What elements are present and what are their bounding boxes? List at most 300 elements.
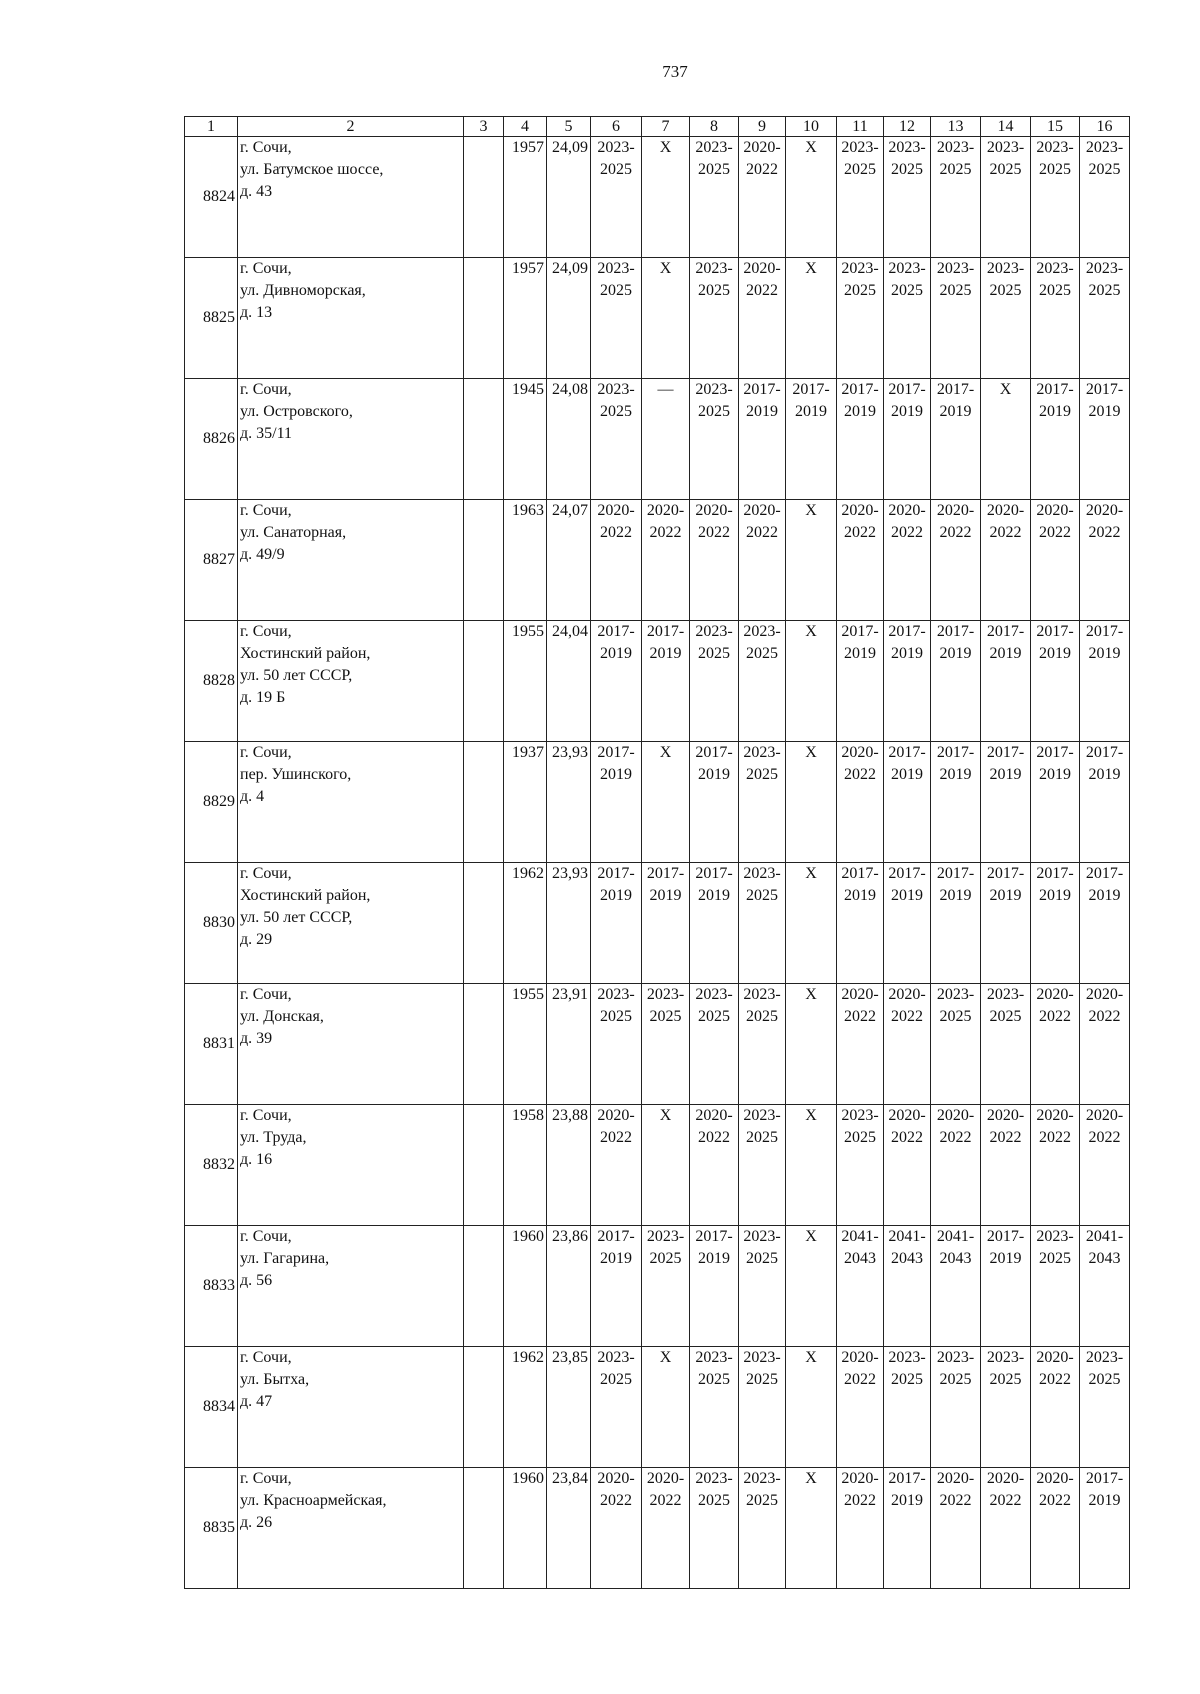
period-line: 2025 [1088,161,1121,178]
period-line: 2019 [891,887,923,904]
period-cell-col12 [884,863,931,984]
period-line: 2022 [844,766,876,783]
period-line: 2025 [1088,1371,1121,1388]
address-line: ул. Островского, [240,403,353,420]
period-line: 2023- [743,865,781,882]
period-cell-col9 [739,621,786,742]
period-cell-col10 [786,379,837,500]
period-cell-col16 [1080,621,1130,742]
period-cell-col8 [690,137,739,258]
period-cell-col11 [837,1347,884,1468]
period-line: 2041- [936,1228,975,1245]
period-line: 2025 [746,766,778,783]
period-line: 2019 [1039,766,1071,783]
address-cell [238,1468,464,1589]
period-line: 2019 [1088,403,1121,420]
period-line: 2019 [1088,887,1121,904]
period-cell-col8 [690,500,739,621]
period-line: 2025 [1088,282,1121,299]
period-line: 2019 [891,766,923,783]
period-line: 2020- [841,744,879,761]
period-cell-col9 [739,137,786,258]
period-line: 2020- [1036,1349,1074,1366]
period-line: 2017- [841,623,879,640]
period-cell-col14 [981,621,1031,742]
period-line: 2020- [1085,986,1124,1003]
table-row [185,379,1130,500]
period-line: 2020- [841,986,879,1003]
address-line: д. 43 [240,183,273,200]
period-line: Х [659,1107,672,1124]
period-line: 2020- [646,502,685,519]
row-number: 8830 [185,863,238,984]
period-cell-col6 [591,984,642,1105]
period-cell-col7 [642,500,690,621]
value-cell: 24,09 [547,137,591,258]
period-line: 2017- [986,744,1025,761]
period-cell-col7 [642,1226,690,1347]
col3-cell [464,258,504,379]
period-cell-col16 [1080,1468,1130,1589]
period-line: 2023- [841,139,879,156]
year-cell: 1955 [504,984,547,1105]
period-cell-col12 [884,379,931,500]
period-cell-col16 [1080,742,1130,863]
year-cell: 1958 [504,1105,547,1226]
address-cell [238,137,464,258]
period-line: 2023- [597,139,635,156]
period-line: 2022 [600,1129,632,1146]
period-line: 2020- [1036,1470,1074,1487]
period-line: 2022 [891,524,923,541]
period-line: 2020- [695,1107,733,1124]
period-line: 2022 [600,524,632,541]
period-cell-col9 [739,1347,786,1468]
address-line: ул. Батумское шоссе, [240,161,384,178]
period-line: 2019 [600,766,632,783]
period-cell-col11 [837,621,884,742]
period-line: 2043 [939,1250,972,1267]
period-line: 2019 [600,645,632,662]
header-cell-12: 12 [884,117,931,137]
period-cell-col7 [642,1468,690,1589]
period-cell-col6 [591,137,642,258]
period-cell-col11 [837,1105,884,1226]
period-cell-col11 [837,379,884,500]
period-cell-col11 [837,984,884,1105]
period-cell-col16 [1080,863,1130,984]
period-line: 2017- [888,744,926,761]
period-cell-col12 [884,1468,931,1589]
address-line: д. 49/9 [240,546,285,563]
address-line: д. 19 Б [240,689,286,706]
period-line: 2025 [746,1008,778,1025]
period-line: 2022 [1039,524,1071,541]
period-line: 2017- [646,865,685,882]
period-cell-col14 [981,1347,1031,1468]
period-line: 2023- [936,260,975,277]
period-cell-col12 [884,137,931,258]
header-cell-15: 15 [1031,117,1080,137]
address-line: г. Сочи, [240,1349,292,1366]
period-cell-col7 [642,379,690,500]
value-cell: 23,84 [547,1468,591,1589]
period-line: 2020- [743,139,781,156]
period-line: 2025 [844,1129,876,1146]
period-line: 2025 [844,282,876,299]
period-line: 2020- [743,260,781,277]
period-cell-col11 [837,1468,884,1589]
period-cell-col6 [591,742,642,863]
period-cell-col13 [931,258,981,379]
period-cell-col7 [642,863,690,984]
period-line: 2022 [600,1492,632,1509]
period-line: 2019 [698,1250,730,1267]
period-line: 2017- [986,865,1025,882]
col3-cell [464,1468,504,1589]
period-cell-col6 [591,1105,642,1226]
period-line: 2022 [989,524,1022,541]
address-line: ул. Красноармейская, [240,1492,387,1509]
period-line: 2025 [698,1008,730,1025]
row-number: 8832 [185,1105,238,1226]
period-line: 2025 [989,1371,1022,1388]
period-line: Х [805,1228,817,1245]
period-line: 2019 [1039,887,1071,904]
address-line: д. 16 [240,1151,273,1168]
period-line: 2023- [597,1349,635,1366]
period-line: 2020- [597,1470,635,1487]
period-cell-col8 [690,621,739,742]
period-line: Х [659,744,672,761]
value-cell: 24,07 [547,500,591,621]
period-line: Х [805,623,817,640]
period-line: 2017- [888,1470,926,1487]
col3-cell [464,621,504,742]
period-cell-col9 [739,1105,786,1226]
address-cell [238,258,464,379]
period-line: 2023- [695,260,733,277]
period-line: 2022 [1039,1371,1071,1388]
period-line: 2023- [1085,139,1124,156]
period-cell-col14 [981,863,1031,984]
header-cell-6: 6 [591,117,642,137]
period-line: 2025 [939,161,972,178]
period-line: 2017- [1036,865,1074,882]
period-line: 2025 [939,1008,972,1025]
period-line: Х [805,139,817,156]
period-line: 2017- [695,1228,733,1245]
period-line: — [657,381,674,398]
period-line: 2023- [695,986,733,1003]
period-cell-col16 [1080,984,1130,1105]
period-cell-col8 [690,1226,739,1347]
value-cell: 23,93 [547,742,591,863]
period-cell-col6 [591,1226,642,1347]
period-line: 2017- [888,381,926,398]
period-cell-col14 [981,258,1031,379]
value-cell: 24,09 [547,258,591,379]
period-line: 2017- [1085,623,1124,640]
value-cell: 23,88 [547,1105,591,1226]
period-line: Х [805,260,817,277]
header-cell-9: 9 [739,117,786,137]
period-line: 2022 [939,524,972,541]
period-line: 2017- [646,623,685,640]
year-cell: 1945 [504,379,547,500]
period-line: 2020- [936,1107,975,1124]
address-cell [238,742,464,863]
period-cell-col10 [786,621,837,742]
address-line: д. 4 [240,788,265,805]
period-line: 2020- [986,1107,1025,1124]
period-line: 2025 [600,1008,632,1025]
table-row [185,1347,1130,1468]
address-line: пер. Ушинского, [240,766,352,783]
period-cell-col7 [642,742,690,863]
period-cell-col12 [884,1105,931,1226]
address-line: Хостинский район, [240,645,371,662]
period-cell-col14 [981,984,1031,1105]
period-cell-col15 [1031,379,1080,500]
period-line: 2025 [1039,161,1071,178]
period-line: 2025 [989,161,1022,178]
period-line: 2025 [844,161,876,178]
header-cell-14: 14 [981,117,1031,137]
col3-cell [464,1347,504,1468]
period-cell-col11 [837,863,884,984]
year-cell: 1962 [504,863,547,984]
period-cell-col12 [884,1347,931,1468]
period-line: 2023- [695,139,733,156]
row-number: 8831 [185,984,238,1105]
period-line: 2020- [1036,1107,1074,1124]
year-cell: 1960 [504,1226,547,1347]
value-cell: 23,85 [547,1347,591,1468]
period-line: 2017- [841,865,879,882]
period-line: 2023- [597,381,635,398]
period-line: 2019 [891,1492,923,1509]
period-cell-col15 [1031,258,1080,379]
period-line: 2017- [986,1228,1025,1245]
period-cell-col15 [1031,137,1080,258]
address-line: ул. Санаторная, [240,524,347,541]
period-line: 2020- [888,986,926,1003]
period-line: 2019 [649,887,682,904]
period-line: 2017- [1085,1470,1124,1487]
period-line: 2017- [1036,381,1074,398]
row-number: 8828 [185,621,238,742]
period-cell-col13 [931,742,981,863]
period-cell-col8 [690,258,739,379]
period-line: 2022 [891,1129,923,1146]
period-line: 2023- [936,986,975,1003]
period-line: 2023- [597,986,635,1003]
period-line: 2023- [1036,139,1074,156]
header-cell-7: 7 [642,117,690,137]
period-line: 2017- [1036,623,1074,640]
period-line: 2023- [1036,1228,1074,1245]
period-line: 2025 [939,282,972,299]
period-line: 2022 [1088,1129,1121,1146]
period-cell-col14 [981,500,1031,621]
period-cell-col7 [642,1105,690,1226]
period-cell-col10 [786,1226,837,1347]
period-line: Х [805,865,817,882]
period-cell-col9 [739,1226,786,1347]
period-line: 2025 [698,282,730,299]
period-line: 2025 [939,1371,972,1388]
period-line: 2019 [989,887,1022,904]
period-line: 2020- [888,1107,926,1124]
page-number: 737 [662,62,688,81]
period-line: 2041- [841,1228,879,1245]
period-line: 2025 [698,1492,730,1509]
period-line: 2017- [695,865,733,882]
period-cell-col6 [591,1468,642,1589]
period-cell-col8 [690,1347,739,1468]
table-row [185,621,1130,742]
period-line: 2019 [939,645,972,662]
period-cell-col8 [690,742,739,863]
period-cell-col6 [591,621,642,742]
address-cell [238,984,464,1105]
address-line: ул. Бытха, [240,1371,310,1388]
address-line: г. Сочи, [240,1107,292,1124]
period-line: 2017- [695,744,733,761]
period-cell-col10 [786,137,837,258]
address-line: д. 35/11 [240,425,292,442]
address-line: г. Сочи, [240,623,292,640]
period-line: 2025 [746,887,778,904]
address-line: ул. 50 лет СССР, [240,667,353,684]
period-cell-col13 [931,984,981,1105]
period-line: 2023- [1036,260,1074,277]
period-line: 2020- [1085,1107,1124,1124]
address-line: г. Сочи, [240,986,292,1003]
address-cell [238,1105,464,1226]
period-line: 2017- [1085,865,1124,882]
row-number: 8833 [185,1226,238,1347]
address-line: д. 39 [240,1030,273,1047]
row-number: 8826 [185,379,238,500]
address-line: г. Сочи, [240,502,292,519]
year-cell: 1937 [504,742,547,863]
period-cell-col12 [884,1226,931,1347]
period-line: 2020- [986,502,1025,519]
period-line: 2022 [939,1129,972,1146]
period-cell-col13 [931,379,981,500]
period-line: 2023- [888,260,926,277]
period-line: 2025 [989,1008,1022,1025]
period-line: 2023- [743,623,781,640]
period-line: 2022 [1039,1492,1071,1509]
period-line: Х [805,744,817,761]
period-line: 2023- [743,1228,781,1245]
period-cell-col14 [981,1105,1031,1226]
period-line: 2022 [746,282,778,299]
period-line: 2019 [600,887,632,904]
period-line: 2025 [891,282,923,299]
period-cell-col13 [931,137,981,258]
period-cell-col6 [591,379,642,500]
period-line: 2022 [649,1492,682,1509]
period-line: 2025 [891,1371,923,1388]
period-cell-col13 [931,1226,981,1347]
period-line: 2020- [841,1349,879,1366]
period-line: 2022 [1088,1008,1121,1025]
period-cell-col14 [981,379,1031,500]
period-line: 2017- [888,865,926,882]
period-line: Х [999,381,1012,398]
period-line: 2017- [743,381,781,398]
period-line: 2023- [695,1470,733,1487]
period-line: 2020- [646,1470,685,1487]
period-line: 2025 [1039,1250,1071,1267]
address-line: ул. Донская, [240,1008,324,1025]
period-line: Х [659,139,672,156]
table-body [185,117,1130,1589]
period-cell-col12 [884,621,931,742]
row-number: 8825 [185,258,238,379]
period-line: 2025 [746,1129,778,1146]
period-line: 2023- [1085,1349,1124,1366]
period-line: 2017- [936,623,975,640]
period-line: 2023- [936,1349,975,1366]
period-line: 2022 [1088,524,1121,541]
period-cell-col6 [591,500,642,621]
year-cell: 1963 [504,500,547,621]
period-cell-col15 [1031,500,1080,621]
period-cell-col7 [642,621,690,742]
period-cell-col13 [931,1105,981,1226]
table-row [185,1468,1130,1589]
period-line: 2017- [1085,744,1124,761]
period-cell-col11 [837,258,884,379]
period-line: 2020- [888,502,926,519]
period-line: 2020- [597,1107,635,1124]
period-line: 2019 [989,645,1022,662]
period-cell-col6 [591,258,642,379]
period-line: 2022 [649,524,682,541]
period-line: 2019 [891,403,923,420]
period-line: 2023- [597,260,635,277]
address-cell [238,1226,464,1347]
table-row [185,137,1130,258]
period-line: 2023- [743,1470,781,1487]
period-line: 2017- [841,381,879,398]
address-line: г. Сочи, [240,1470,292,1487]
col3-cell [464,1105,504,1226]
period-line: 2019 [698,766,730,783]
period-line: Х [805,1349,817,1366]
address-line: д. 29 [240,931,273,948]
period-line: 2023- [646,1228,685,1245]
table-row [185,863,1130,984]
period-line: 2020- [743,502,781,519]
table-row [185,1105,1130,1226]
address-line: Хостинский район, [240,887,371,904]
period-line: 2023- [1085,260,1124,277]
period-line: 2019 [746,403,778,420]
period-line: 2017- [597,1228,635,1245]
value-cell: 23,86 [547,1226,591,1347]
period-line: 2019 [1039,645,1071,662]
period-line: 2019 [844,645,876,662]
period-line: 2025 [600,161,632,178]
period-line: 2022 [746,161,778,178]
address-cell [238,379,464,500]
